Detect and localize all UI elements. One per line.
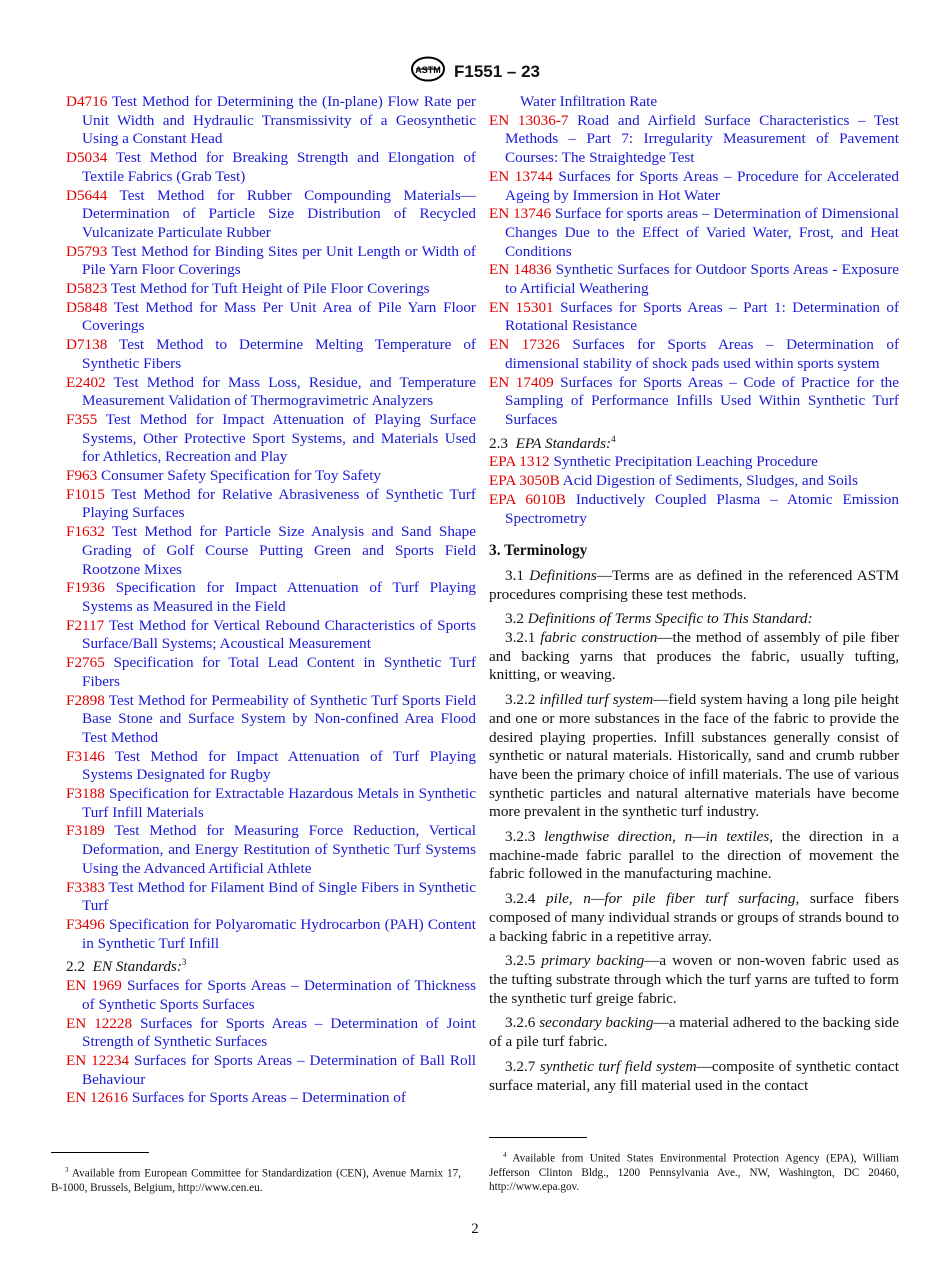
definition-text: —composite of synthetic contact surface material, any fill material used in the contact xyxy=(489,1057,900,1094)
reference-item[interactable] xyxy=(66,977,476,1014)
definition-term: fabric construction xyxy=(540,629,658,647)
definition-paragraph xyxy=(489,691,899,822)
en-standards-heading: 2.2 EN Standards:$^3$ xyxy=(66,957,187,976)
reference-code[interactable]: D4716 xyxy=(66,93,108,110)
reference-title[interactable]: Test Method for Mass Loss, Residue, and Temperature Measurement Validation of Thermogravimetric Analyzers xyxy=(82,373,476,410)
definitions-list xyxy=(489,629,899,1095)
reference-item[interactable] xyxy=(66,916,476,953)
reference-item[interactable] xyxy=(489,299,899,336)
reference-code[interactable]: F3146 xyxy=(66,747,105,765)
reference-title[interactable]: Test Method for Binding Sites per Unit Length or Width of Pile Yarn Floor Coverings xyxy=(82,242,476,279)
reference-item[interactable] xyxy=(66,280,476,299)
definition-number: 3.2.2 xyxy=(505,691,536,709)
reference-code[interactable]: EPA 3050B xyxy=(489,472,560,490)
svg-text:ASTM: ASTM xyxy=(415,65,441,75)
paragraph-3-1: 3.1 Definitions—Terms are as defined in the referenced ASTM procedures comprising these test methods. xyxy=(489,566,900,603)
reference-item[interactable] xyxy=(66,822,476,878)
reference-item[interactable] xyxy=(66,879,476,916)
reference-title[interactable]: Road and Airfield Surface Characteristics – Test Methods – Part 7: Irregularity Measurement of Pavement Courses: The Straightedge Test xyxy=(505,111,899,167)
reference-code[interactable]: F1632 xyxy=(66,523,105,541)
reference-code[interactable]: D5034 xyxy=(66,149,108,167)
reference-title[interactable]: Test Method for Measuring Force Reduction, Vertical Deformation, and Energy Restitution of Synthetic Turf Systems Using the Advanced Artificial Athlete xyxy=(82,822,476,877)
reference-code[interactable]: D5644 xyxy=(66,186,108,204)
reference-title[interactable]: Test Method for Rubber Compounding Materials—Determination of Particle Size Distribution of Recycled Vulcanizate Particulate Rubber xyxy=(82,186,476,241)
reference-code[interactable]: D7138 xyxy=(66,336,108,354)
reference-title[interactable]: Surfaces for Sports Areas – Determination of Thickness of Synthetic Sports Surfaces xyxy=(82,977,477,1013)
reference-item[interactable] xyxy=(66,467,476,486)
reference-title[interactable]: Surface for sports areas – Determination of Dimensional Changes Due to the Effect of Varied Water, Frost, and Heat Conditions xyxy=(505,205,899,260)
definition-text: , surface fibers composed of many individual strands or groups of strands bound to a backing fabric in a repetitive array. xyxy=(489,890,900,945)
reference-title[interactable]: Test Method for Filament Bind of Single Fibers in Synthetic Turf xyxy=(82,878,476,915)
epa-reference-list xyxy=(489,453,899,528)
reference-code[interactable]: F3496 xyxy=(66,915,105,933)
footnote-rule-right xyxy=(489,1137,587,1138)
reference-title[interactable]: Specification for Polyaromatic Hydrocarbon (PAH) Content in Synthetic Turf Infill xyxy=(82,915,476,952)
definition-term: synthetic turf field system xyxy=(539,1057,697,1075)
definition-text: —field system having a long pile height and one or more substances in the face of the fabric to provide the desired playing properties. Infill substances generally consist of synthetic or natural materials. Historically, sand and crumb rubber have been the primary choice of infill materials. The use of various synthetic particles and natural alternative materials have become more prevalent in the synthetic turf industry. xyxy=(489,691,899,821)
reference-code[interactable]: D5823 xyxy=(66,280,108,298)
definition-text: —the method of assembly of pile fiber and backing yarns that produces the fabric, usually tufting, knitting, or weaving. xyxy=(489,629,899,684)
definition-number: 3.2.3 xyxy=(505,828,536,846)
reference-item[interactable] xyxy=(66,1052,476,1089)
section-heading-terminology: 3. Terminology xyxy=(489,542,588,560)
astm-logo-icon xyxy=(410,56,446,87)
reference-item[interactable] xyxy=(66,336,476,373)
definition-number: 3.2.5 xyxy=(505,952,536,970)
paragraph-3-2: 3.2 Definitions of Terms Specific to This Standard: xyxy=(505,610,813,628)
reference-title[interactable]: Specification for Impact Attenuation of Turf Playing Systems as Measured in the Field xyxy=(82,579,477,615)
reference-title[interactable]: Test Method for Determining the (In-plane) Flow Rate per Unit Width and Hydraulic Transmissivity of a Geosynthetic Using a Constant Head xyxy=(82,93,476,148)
reference-code[interactable]: E2402 xyxy=(66,373,106,391)
definition-term: pile, n—for pile fiber turf surfacing xyxy=(546,890,796,908)
reference-code[interactable]: EN 12616 xyxy=(66,1089,129,1107)
right-column xyxy=(489,93,899,1101)
reference-code[interactable]: D5793 xyxy=(66,242,108,260)
reference-item[interactable] xyxy=(66,411,476,467)
reference-title[interactable]: Synthetic Precipitation Leaching Procedure xyxy=(553,453,818,471)
definition-number: 3.2.1 xyxy=(505,629,536,647)
reference-item[interactable] xyxy=(66,299,476,336)
reference-title[interactable]: Specification for Total Lead Content in Synthetic Turf Fibers xyxy=(82,654,477,690)
footnote-4: $^4$ Available from United States Environmental Protection Agency (EPA), William Jefferson Clinton Bldg., 1200 Pennsylvania Ave., NW, Washington, DC 20460, http://www.epa.gov. xyxy=(489,1151,899,1193)
definition-paragraph xyxy=(489,952,899,1008)
reference-item[interactable] xyxy=(66,654,476,691)
reference-item[interactable] xyxy=(489,472,899,491)
definition-number: 3.2.7 xyxy=(505,1057,536,1075)
reference-code[interactable]: F355 xyxy=(66,410,98,428)
reference-item[interactable] xyxy=(489,491,899,528)
reference-title[interactable]: Surfaces for Sports Areas – Code of Practice for the Sampling of Performance Infills Used Within Synthetic Turf Surfaces xyxy=(505,373,900,428)
page-header xyxy=(0,56,950,87)
reference-title[interactable]: Test Method for Permeability of Synthetic Turf Sports Field Base Stone and Surface System by Non-confined Area Flood Test Method xyxy=(82,691,476,746)
reference-item[interactable] xyxy=(66,374,476,411)
definition-number: 3.2.6 xyxy=(505,1014,536,1032)
reference-code[interactable]: F963 xyxy=(66,467,98,485)
reference-code[interactable]: EN 13746 xyxy=(489,205,552,223)
reference-code[interactable]: F3188 xyxy=(66,785,105,803)
reference-title[interactable]: Test Method for Tuft Height of Pile Floor Coverings xyxy=(110,280,430,298)
epa-standards-heading: 2.3 EPA Standards:$^4$ xyxy=(489,433,616,452)
reference-code[interactable]: EN 12228 xyxy=(66,1014,133,1032)
reference-code[interactable]: EN 17326 xyxy=(489,336,560,354)
reference-code[interactable]: F2898 xyxy=(66,691,105,709)
en-reference-list xyxy=(66,977,476,1108)
definition-paragraph xyxy=(489,828,899,884)
reference-title[interactable]: Surfaces for Sports Areas – Determination of dimensional stability of shock pads used within sports system xyxy=(505,336,899,372)
definition-paragraph xyxy=(489,1014,899,1051)
reference-item[interactable] xyxy=(66,785,476,822)
left-column xyxy=(66,93,476,1108)
reference-title[interactable]: Surfaces for Sports Areas – Determination of Ball Roll Behaviour xyxy=(82,1051,477,1088)
reference-title[interactable]: Test Method for Breaking Strength and Elongation of Textile Fabrics (Grab Test) xyxy=(82,149,476,185)
reference-title[interactable]: Test Method for Vertical Rebound Characteristics of Sports Surface/Ball Systems; Acoustical Measurement xyxy=(82,616,477,653)
reference-title[interactable]: Specification for Extractable Hazardous Metals in Synthetic Turf Infill Materials xyxy=(82,785,476,821)
reference-title[interactable]: Test Method for Impact Attenuation of Playing Surface Systems, Other Protective Sport Systems, and Materials Used for Athletics, Recreation and Play xyxy=(82,410,476,466)
definition-number: 3.2.4 xyxy=(505,890,536,908)
reference-title[interactable]: Acid Digestion of Sediments, Sludges, and Soils xyxy=(562,472,859,490)
reference-title[interactable]: Test Method to Determine Melting Temperature of Synthetic Fibers xyxy=(82,336,476,372)
reference-title[interactable]: Test Method for Particle Size Analysis and Sand Shape Grading of Golf Course Putting Green and Sports Field Rootzone Mixes xyxy=(82,523,476,578)
reference-item[interactable] xyxy=(66,149,476,186)
designation: F1551 – 23 xyxy=(453,61,540,81)
reference-item[interactable] xyxy=(489,205,899,261)
reference-item[interactable] xyxy=(489,112,899,168)
reference-item[interactable] xyxy=(66,692,476,748)
definition-term: primary backing xyxy=(541,952,645,970)
reference-code[interactable]: F1015 xyxy=(66,485,105,503)
reference-code[interactable]: EN 17409 xyxy=(489,373,554,391)
page-number: 2 xyxy=(471,1221,479,1237)
reference-title[interactable]: Inductively Coupled Plasma – Atomic Emission Spectrometry xyxy=(505,490,899,527)
footnote-rule-left xyxy=(51,1152,149,1153)
reference-item[interactable] xyxy=(66,748,476,785)
reference-item[interactable] xyxy=(66,1015,476,1052)
reference-item[interactable] xyxy=(66,579,476,616)
reference-item[interactable] xyxy=(489,374,899,430)
reference-title[interactable]: Test Method for Mass Per Unit Area of Pile Yarn Floor Coverings xyxy=(82,298,476,335)
definition-term: infilled turf system xyxy=(539,691,654,709)
definition-paragraph xyxy=(489,890,899,946)
reference-code[interactable]: F3383 xyxy=(66,878,105,896)
en-12616-continuation[interactable]: Water Infiltration Rate xyxy=(520,93,658,110)
reference-title[interactable]: Surfaces for Sports Areas – Part 1: Determination of Rotational Resistance xyxy=(505,298,900,335)
reference-item[interactable] xyxy=(489,168,899,205)
reference-title[interactable]: Surfaces for Sports Areas – Determination of Joint Strength of Synthetic Surfaces xyxy=(82,1014,476,1051)
reference-item[interactable] xyxy=(66,243,476,280)
reference-title[interactable]: Synthetic Surfaces for Outdoor Sports Areas - Exposure to Artificial Weathering xyxy=(505,261,899,298)
definition-paragraph xyxy=(489,1058,899,1095)
reference-title[interactable]: Surfaces for Sports Areas – Determination of xyxy=(131,1089,406,1107)
reference-code[interactable]: EN 1969 xyxy=(66,977,122,995)
definition-text: —a woven or non-woven fabric used as the tufting substrate through which the turf yarns are tufted to form the synthetic turf greige fabric. xyxy=(489,952,900,1007)
reference-code[interactable]: F2117 xyxy=(66,616,105,634)
reference-item[interactable] xyxy=(489,261,899,298)
reference-item[interactable] xyxy=(66,617,476,654)
reference-item[interactable] xyxy=(66,523,476,579)
reference-code[interactable]: EN 13036-7 xyxy=(489,111,569,129)
reference-code[interactable]: EN 14836 xyxy=(489,261,552,279)
reference-code[interactable]: F3189 xyxy=(66,822,105,840)
reference-code[interactable]: EN 12234 xyxy=(66,1051,130,1069)
reference-code[interactable]: D5848 xyxy=(66,298,108,316)
footnote-3: $^3$ Available from European Committee for Standardization (CEN), Avenue Marnix 17, B-1000, Brussels, Belgium, http://www.cen.eu. xyxy=(51,1166,462,1194)
definition-term: secondary backing xyxy=(539,1014,654,1032)
reference-item[interactable] xyxy=(66,187,476,243)
reference-item[interactable] xyxy=(489,453,899,472)
reference-code[interactable]: EPA 1312 xyxy=(489,453,550,471)
reference-code[interactable]: EN 13744 xyxy=(489,167,553,185)
reference-title[interactable]: Test Method for Impact Attenuation of Turf Playing Systems Designated for Rugby xyxy=(82,747,476,784)
astm-reference-list xyxy=(66,93,476,953)
definition-paragraph xyxy=(489,629,899,685)
reference-code[interactable]: F2765 xyxy=(66,654,105,672)
reference-title[interactable]: Test Method for Relative Abrasiveness of Synthetic Turf Playing Surfaces xyxy=(82,485,476,522)
en-reference-list-continued xyxy=(489,112,899,430)
reference-title[interactable]: Consumer Safety Specification for Toy Safety xyxy=(101,467,382,485)
reference-code[interactable]: EN 15301 xyxy=(489,298,554,316)
reference-item[interactable] xyxy=(66,93,476,149)
reference-title[interactable]: Surfaces for Sports Areas – Procedure for Accelerated Ageing by Immersion in Hot Water xyxy=(505,167,900,204)
reference-code[interactable]: EPA 6010B xyxy=(489,490,566,508)
reference-item[interactable] xyxy=(66,1089,476,1108)
reference-code[interactable]: F1936 xyxy=(66,579,105,597)
reference-item[interactable] xyxy=(489,336,899,373)
definition-text: —a material adhered to the backing side of a pile turf fabric. xyxy=(489,1014,900,1051)
reference-item[interactable] xyxy=(66,486,476,523)
definition-text: , the direction in a machine-made fabric parallel to the direction of movement the fabric followed in the manufacturing machine. xyxy=(489,828,900,883)
definition-term: lengthwise direction, n—in textiles xyxy=(544,828,770,846)
